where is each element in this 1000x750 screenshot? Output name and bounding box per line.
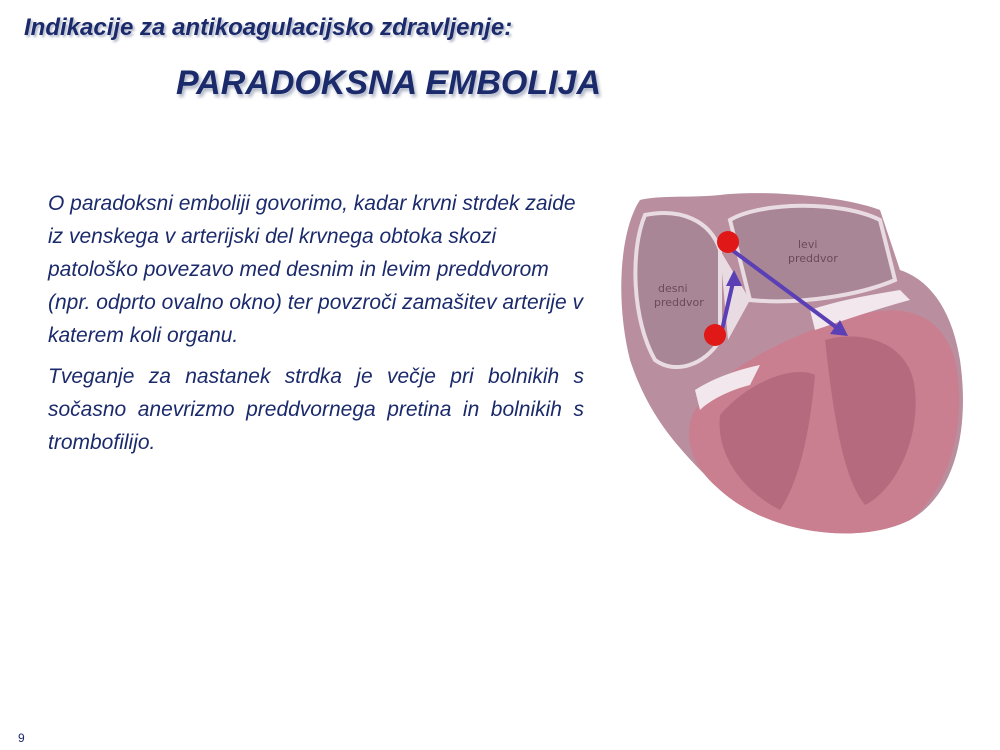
clot-upper <box>717 231 739 253</box>
label-right-atrium-2: preddvor <box>654 296 704 309</box>
label-right-atrium-1: desni <box>658 282 688 295</box>
label-left-atrium-1: levi <box>798 238 818 251</box>
paragraph-definition: O paradoksni emboliji govorimo, kadar krvni strdek zaide iz venskega v arterijski del krvnega obtoka skozi patološko povezavo med desnim in levim preddvorom (npr. odprto ovalno okno) ter povzroči zamašitev arterije v katerem koli organu. <box>48 192 583 347</box>
page-number: 9 <box>18 731 25 745</box>
slide-subtitle: Indikacije za antikoagulacijsko zdravljenje: <box>24 14 513 41</box>
heart-illustration <box>610 190 970 545</box>
paragraph-risk: Tveganje za nastanek strdka je večje pri bolnikih s sočasno anevrizmo preddvornega pretina in bolnikih s trombofilijo. <box>48 365 584 454</box>
label-left-atrium-2: preddvor <box>788 252 838 265</box>
clot-lower <box>704 324 726 346</box>
slide-body <box>48 187 584 467</box>
slide-title: PARADOKSNA EMBOLIJA <box>176 64 602 102</box>
